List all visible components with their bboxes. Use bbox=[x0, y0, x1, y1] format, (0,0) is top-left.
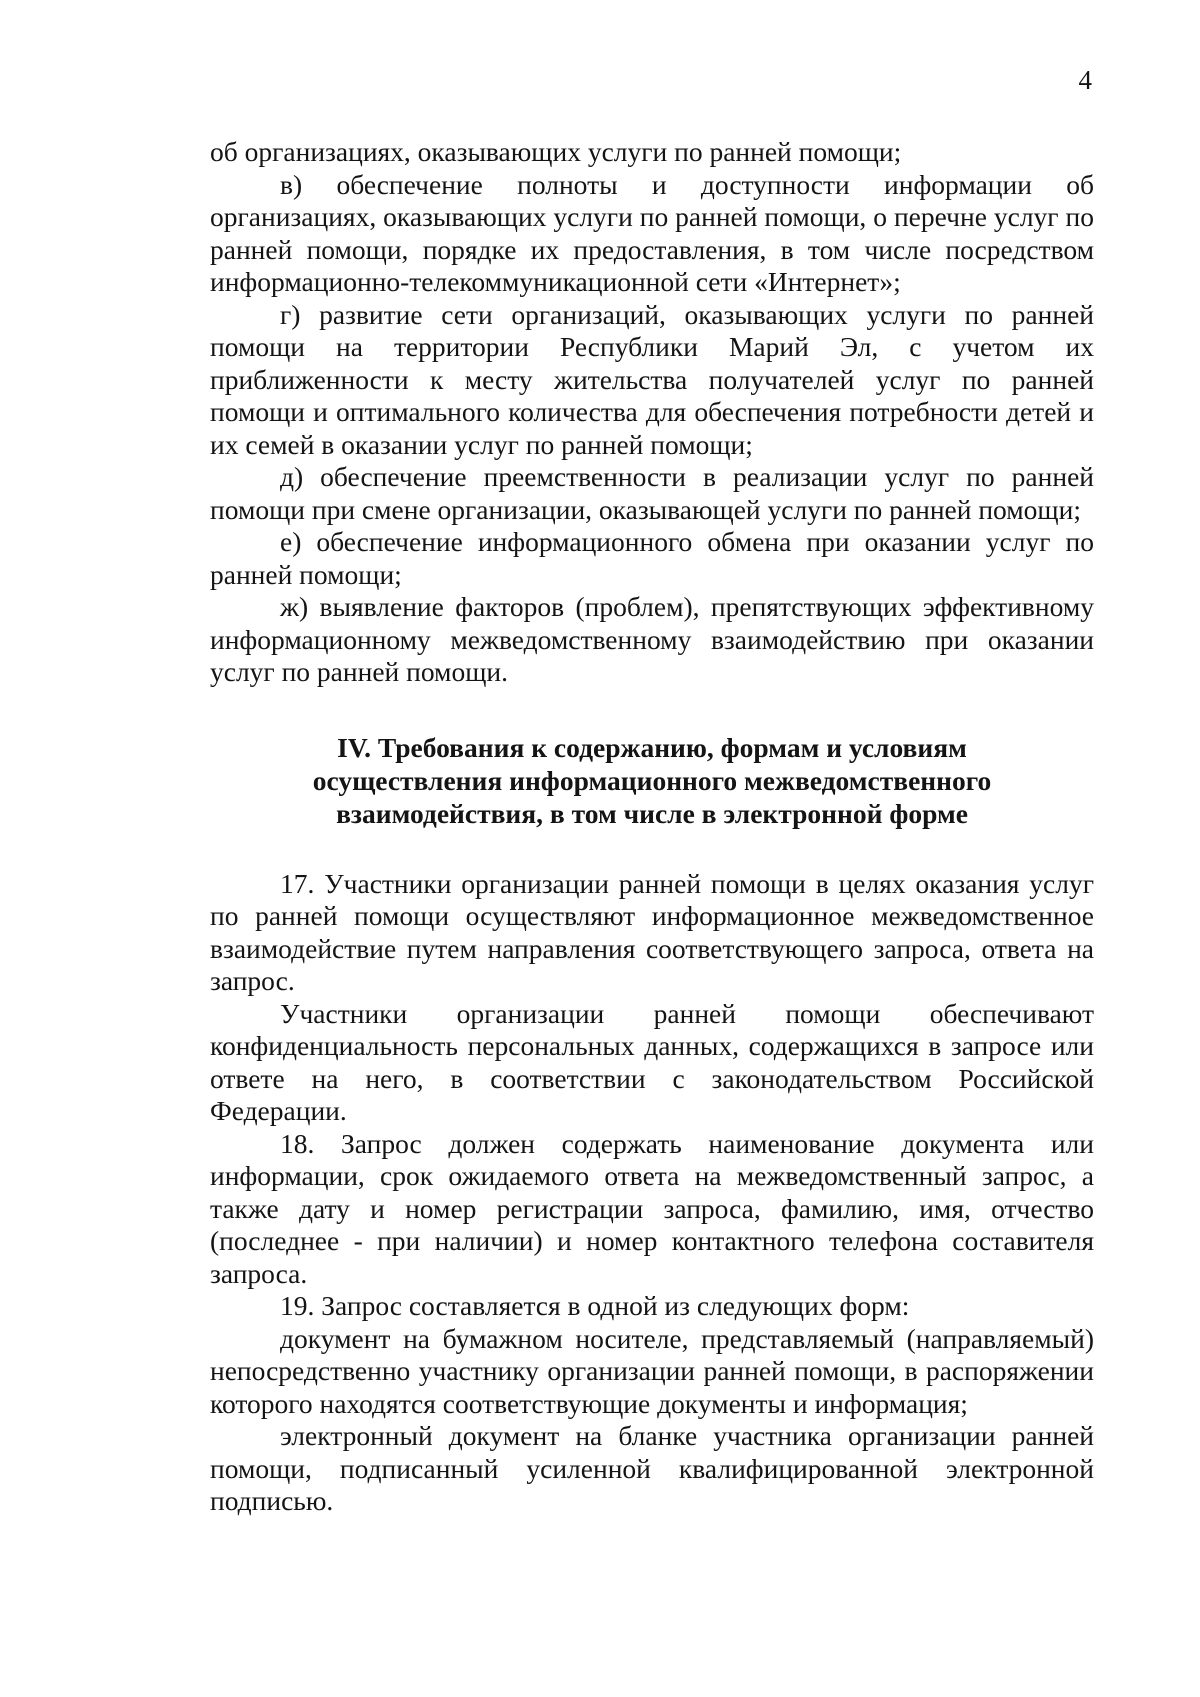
paragraph-clause-19: 19. Запрос составляется в одной из следующих форм: bbox=[280, 1290, 910, 1321]
document-body bbox=[210, 136, 1094, 1518]
paragraphs-after-heading bbox=[210, 868, 1094, 1518]
paragraph-item-v: в) обеспечение полноты и доступности информации об организациях, оказывающих услуги по ранней помощи, о перечне услуг по ранней помощи, порядке их предоставления, в том числе посредством информационно-телекоммуникационной сети «Интернет»; bbox=[210, 168, 1094, 297]
section-heading-line: взаимодействия, в том числе в электронной форме bbox=[336, 797, 968, 829]
paragraph-item-d: д) обеспечение преемственности в реализации услуг по ранней помощи при смене организации, оказывающей услуги по ранней помощи; bbox=[210, 461, 1094, 525]
page-number: 4 bbox=[1078, 65, 1092, 95]
paragraph: документ на бумажном носителе, представляемый (направляемый) непосредственно участнику организации ранней помощи, в распоряжении которого находятся соответствующие документы и информация; bbox=[210, 1322, 1094, 1419]
section-heading-line: осуществления информационного межведомственного bbox=[312, 764, 992, 796]
paragraph-clause-17: 17. Участники организации ранней помощи в целях оказания услуг по ранней помощи осуществляют информационное межведомственное взаимодействие путем направления соответствующего запроса, ответа на запрос. bbox=[210, 867, 1094, 996]
paragraph: электронный документ на бланке участника организации ранней помощи, подписанный усиленной квалифицированной электронной подписью. bbox=[210, 1420, 1094, 1516]
paragraph-item-g: г) развитие сети организаций, оказывающих услуги по ранней помощи на территории Республики Марий Эл, с учетом их приближенности к месту жительства получателей услуг по ранней помощи и оптимального количества для обеспечения потребности детей и их семей в оказании услуг по ранней помощи; bbox=[210, 298, 1094, 460]
paragraph-clause-18: 18. Запрос должен содержать наименование документа или информации, срок ожидаемого ответа на межведомственный запрос, а также дату и номер регистрации запроса, фамилию, имя, отчество (последнее - при наличии) и номер контактного телефона составителя запроса. bbox=[210, 1127, 1094, 1289]
paragraphs-before-heading bbox=[210, 136, 1094, 689]
paragraph-item-e: е) обеспечение информационного обмена при оказании услуг по ранней помощи; bbox=[210, 526, 1094, 590]
paragraph: об организациях, оказывающих услуги по ранней помощи; bbox=[210, 136, 902, 167]
paragraph-item-zh: ж) выявление факторов (проблем), препятствующих эффективному информационному межведомственному взаимодействию при оказании услуг по ранней помощи. bbox=[210, 591, 1094, 687]
section-heading bbox=[210, 731, 1094, 830]
section-heading-line: IV. Требования к содержанию, формам и условиям bbox=[337, 731, 967, 763]
paragraph: Участники организации ранней помощи обеспечивают конфиденциальность персональных данных, содержащихся в запросе или ответе на него, в соответствии с законодательством Российской Федерации. bbox=[210, 997, 1094, 1126]
